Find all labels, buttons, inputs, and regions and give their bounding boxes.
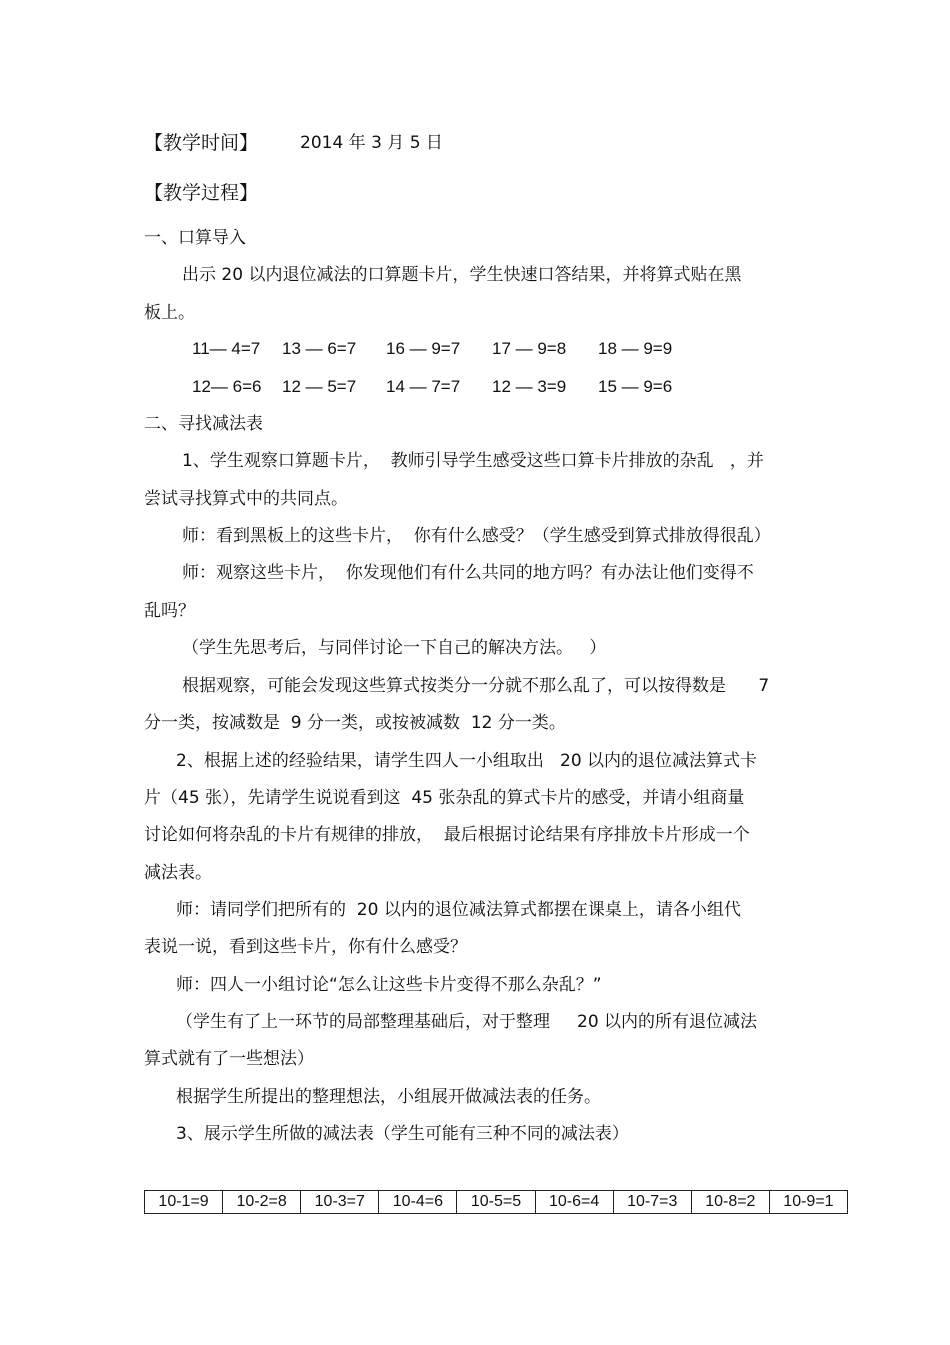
equation: 18 — 9=9 [598,339,673,358]
table-cell: 10-5=5 [457,1191,535,1214]
step3-line: 3、展示学生所做的减法表（学生可能有三种不同的减法表） [176,1124,629,1144]
equation: 14 — 7=7 [386,377,461,396]
prior-line2: 算式就有了一些想法） [144,1049,314,1069]
table-row [145,1191,848,1214]
table-cell: 10-7=3 [613,1191,691,1214]
table-cell: 10-4=6 [379,1191,457,1214]
table-cell: 10-9=1 [769,1191,847,1214]
teacher-line-3a: 师：请同学们把所有的 20 以内的退位减法算式都摆在课桌上，请各小组代 [176,900,741,920]
teacher-line-2a: 师：观察这些卡片， 你发现他们有什么共同的地方吗？有办法让他们变得不 [182,563,754,583]
equation: 12 — 3=9 [492,377,567,396]
prior-line1: （学生有了上一环节的局部整理基础后，对于整理 20 以内的所有退位减法 [176,1012,758,1032]
students-think: （学生先思考后，与同伴讨论一下自己的解决方法。 ） [182,638,607,658]
table-cell: 10-3=7 [301,1191,379,1214]
equation: 17 — 9=8 [492,339,567,358]
paragraph-intro-line2: 板上。 [144,303,195,323]
table-cell: 10-1=9 [145,1191,223,1214]
observation-line2: 分一类，按减数是 9 分一类，或按被减数 12 分一类。 [144,713,566,733]
section1-heading: 一、口算导入 [144,228,246,248]
group-task: 根据学生所提出的整理想法，小组展开做减法表的任务。 [176,1087,601,1107]
equation-row-1 [0,338,950,360]
teacher-line-3b: 表说一说，看到这些卡片，你有什么感受？ [144,937,467,957]
table-cell: 10-8=2 [691,1191,769,1214]
equation-row-2 [0,376,950,398]
equation: 15 — 9=6 [598,377,673,396]
step1-line1: 1、学生观察口算题卡片， 教师引导学生感受这些口算卡片排放的杂乱 ，并 [182,451,764,471]
equation: 16 — 9=7 [386,339,461,358]
table-cell: 10-2=8 [223,1191,301,1214]
teacher-line-4: 师：四人一小组讨论“怎么让这些卡片变得不那么杂乱？” [176,975,602,995]
equation: 13 — 6=7 [282,339,357,358]
step2-line3: 讨论如何将杂乱的卡片有规律的排放， 最后根据讨论结果有序排放卡片形成一个 [144,825,750,845]
teacher-line-2b: 乱吗？ [144,601,195,621]
table-cell: 10-6=4 [535,1191,613,1214]
teacher-line-1: 师：看到黑板上的这些卡片， 你有什么感受？（学生感受到算式排放得很乱） [182,526,771,546]
equation: 12— 6=6 [192,377,262,396]
step1-line2: 尝试寻找算式中的共同点。 [144,489,348,509]
paragraph-intro-line1: 出示 20 以内退位减法的口算题卡片，学生快速口答结果，并将算式贴在黑 [182,265,742,285]
equation: 12 — 5=7 [282,377,357,396]
step2-line4: 减法表。 [144,863,212,883]
observation-line1: 根据观察，可能会发现这些算式按类分一分就不那么乱了，可以按得数是 7 [182,676,770,696]
time-label: 【教学时间】 [144,132,259,154]
step2-line1: 2、根据上述的经验结果，请学生四人一小组取出 20 以内的退位减法算式卡 [176,751,758,771]
time-value: 2014 年 3 月 5 日 [300,133,443,153]
process-label: 【教学过程】 [144,182,259,204]
equation: 11— 4=7 [192,339,261,358]
section2-heading: 二、寻找减法表 [144,414,263,434]
subtraction-table [144,1190,848,1214]
step2-line2: 片（45 张），先请学生说说看到这 45 张杂乱的算式卡片的感受，并请小组商量 [144,788,745,808]
